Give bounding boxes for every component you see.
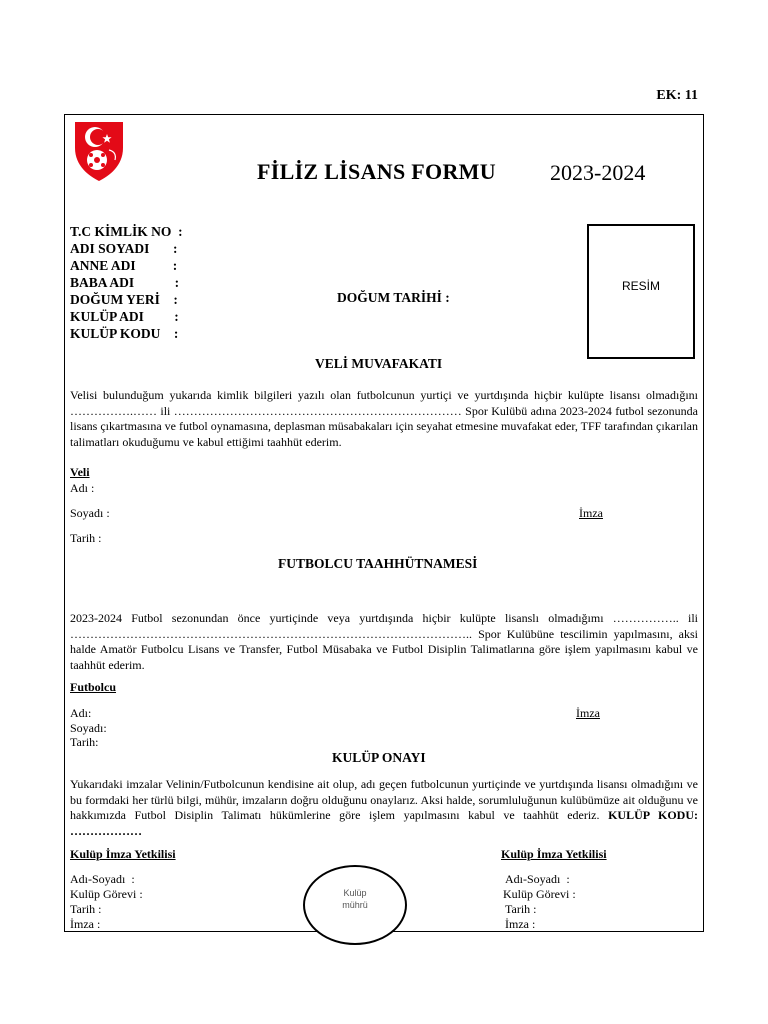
- club-name-label: KULÜP ADI :: [70, 309, 179, 324]
- parent-consent-heading: VELİ MUVAFAKATI: [315, 356, 443, 371]
- father-name-label: BABA ADI :: [70, 275, 180, 290]
- club-code-label: KULÜP KODU :: [70, 326, 179, 341]
- club-signer-right-title: Kulüp İmza Yetkilisi: [501, 847, 607, 861]
- birthplace-label: DOĞUM YERİ :: [70, 292, 178, 307]
- club-signer-left-title: Kulüp İmza Yetkilisi: [70, 847, 176, 861]
- club-signer-right-signature: İmza :: [505, 917, 536, 931]
- tff-logo-icon: [71, 118, 127, 182]
- club-approval-heading: KULÜP ONAYI: [332, 750, 426, 765]
- player-pledge-text: 2023-2024 Futbol sezonundan önce yurtiçinde veya yurtdışında hiçbir kulüpte lisanslı olmadığımı …………….. ili ……………………………………………………………………………………….. Spor Kulübüne tescilimin yapılmasını, aksi halde Amatör Futbolcu Lisans ve Transfer, Futbol Müsabaka ve Futbol Disiplin Talimatlarına göre işlem yapılmasını kabul ve taahhüt ederim.: [70, 611, 698, 672]
- club-signer-right-role: Kulüp Görevi :: [503, 887, 576, 901]
- club-approval-text: [70, 777, 698, 839]
- player-surname-label: Soyadı:: [70, 721, 107, 735]
- player-date-label: Tarih:: [70, 735, 99, 749]
- club-signer-left-name: Adı-Soyadı :: [70, 872, 135, 886]
- parent-name-label: Adı :: [70, 481, 95, 495]
- club-signer-right-name: Adı-Soyadı :: [505, 872, 570, 886]
- parent-signature-label: İmza: [579, 506, 603, 520]
- parent-date-label: Tarih :: [70, 531, 102, 545]
- photo-box: [587, 224, 695, 359]
- mother-name-label: ANNE ADI :: [70, 258, 178, 273]
- annex-number: EK: 11: [656, 88, 698, 103]
- season: 2023-2024: [550, 160, 646, 185]
- club-code-line: KULÜP KODU: ………………: [70, 808, 699, 838]
- parent-consent-text: Velisi bulunduğum yukarıda kimlik bilgileri yazılı olan futbolcunun yurtiçi ve yurtdışında hiçbir kulüpte lisansı olmadığını …………….…… ili ……………………………………………………………… Spor Kulübü adına 2023-2024 futbol sezonunda lisans çıkartmasına ve futbol oynamasına, deplasman müsabakaları için seyahat etmesine muvafakat eder, TFF tarafından çıkarılan talimatları okuduğumu ve kabul ettiğimi taahhüt ederim.: [70, 388, 698, 449]
- player-pledge-heading: FUTBOLCU TAAHHÜTNAMESİ: [278, 556, 478, 571]
- parent-label: Veli: [70, 465, 90, 479]
- club-approval-body: Yukarıdaki imzalar Velinin/Futbolcunun kendisine ait olup, adı geçen futbolcunun yurtiçinde ve yurtdışında lisansı olmadığını ve bu formdaki her türlü bilgi, mühür, imzaların doğru olduğunu onaylarız. Aksi halde, sorumluluğunun kulübümüze ait olduğunu ve hakkımızda Futbol Disiplin Talimatı hükümlerine göre işlem yapılmasını kabul ve taahhüt ederiz.: [70, 777, 698, 822]
- player-name-label: Adı:: [70, 706, 92, 720]
- club-signer-right-date: Tarih :: [505, 902, 537, 916]
- form-title: FİLİZ LİSANS FORMU: [257, 159, 496, 184]
- name-label: ADI SOYADI :: [70, 241, 178, 256]
- player-label: Futbolcu: [70, 680, 117, 694]
- player-signature-label: İmza: [576, 706, 600, 720]
- birth-date-label: DOĞUM TARİHİ :: [337, 290, 450, 305]
- parent-surname-label: Soyadı :: [70, 506, 110, 520]
- identity-fields: [70, 223, 183, 342]
- tc-id-label: T.C KİMLİK NO :: [70, 224, 183, 239]
- club-stamp-label: Kulüp mührü: [342, 888, 368, 910]
- club-signer-left-role: Kulüp Görevi :: [70, 887, 143, 901]
- club-stamp-circle: [303, 865, 407, 945]
- club-signer-left-signature: İmza :: [70, 917, 101, 931]
- photo-label: RESİM: [621, 279, 660, 293]
- club-signer-left-date: Tarih :: [70, 902, 102, 916]
